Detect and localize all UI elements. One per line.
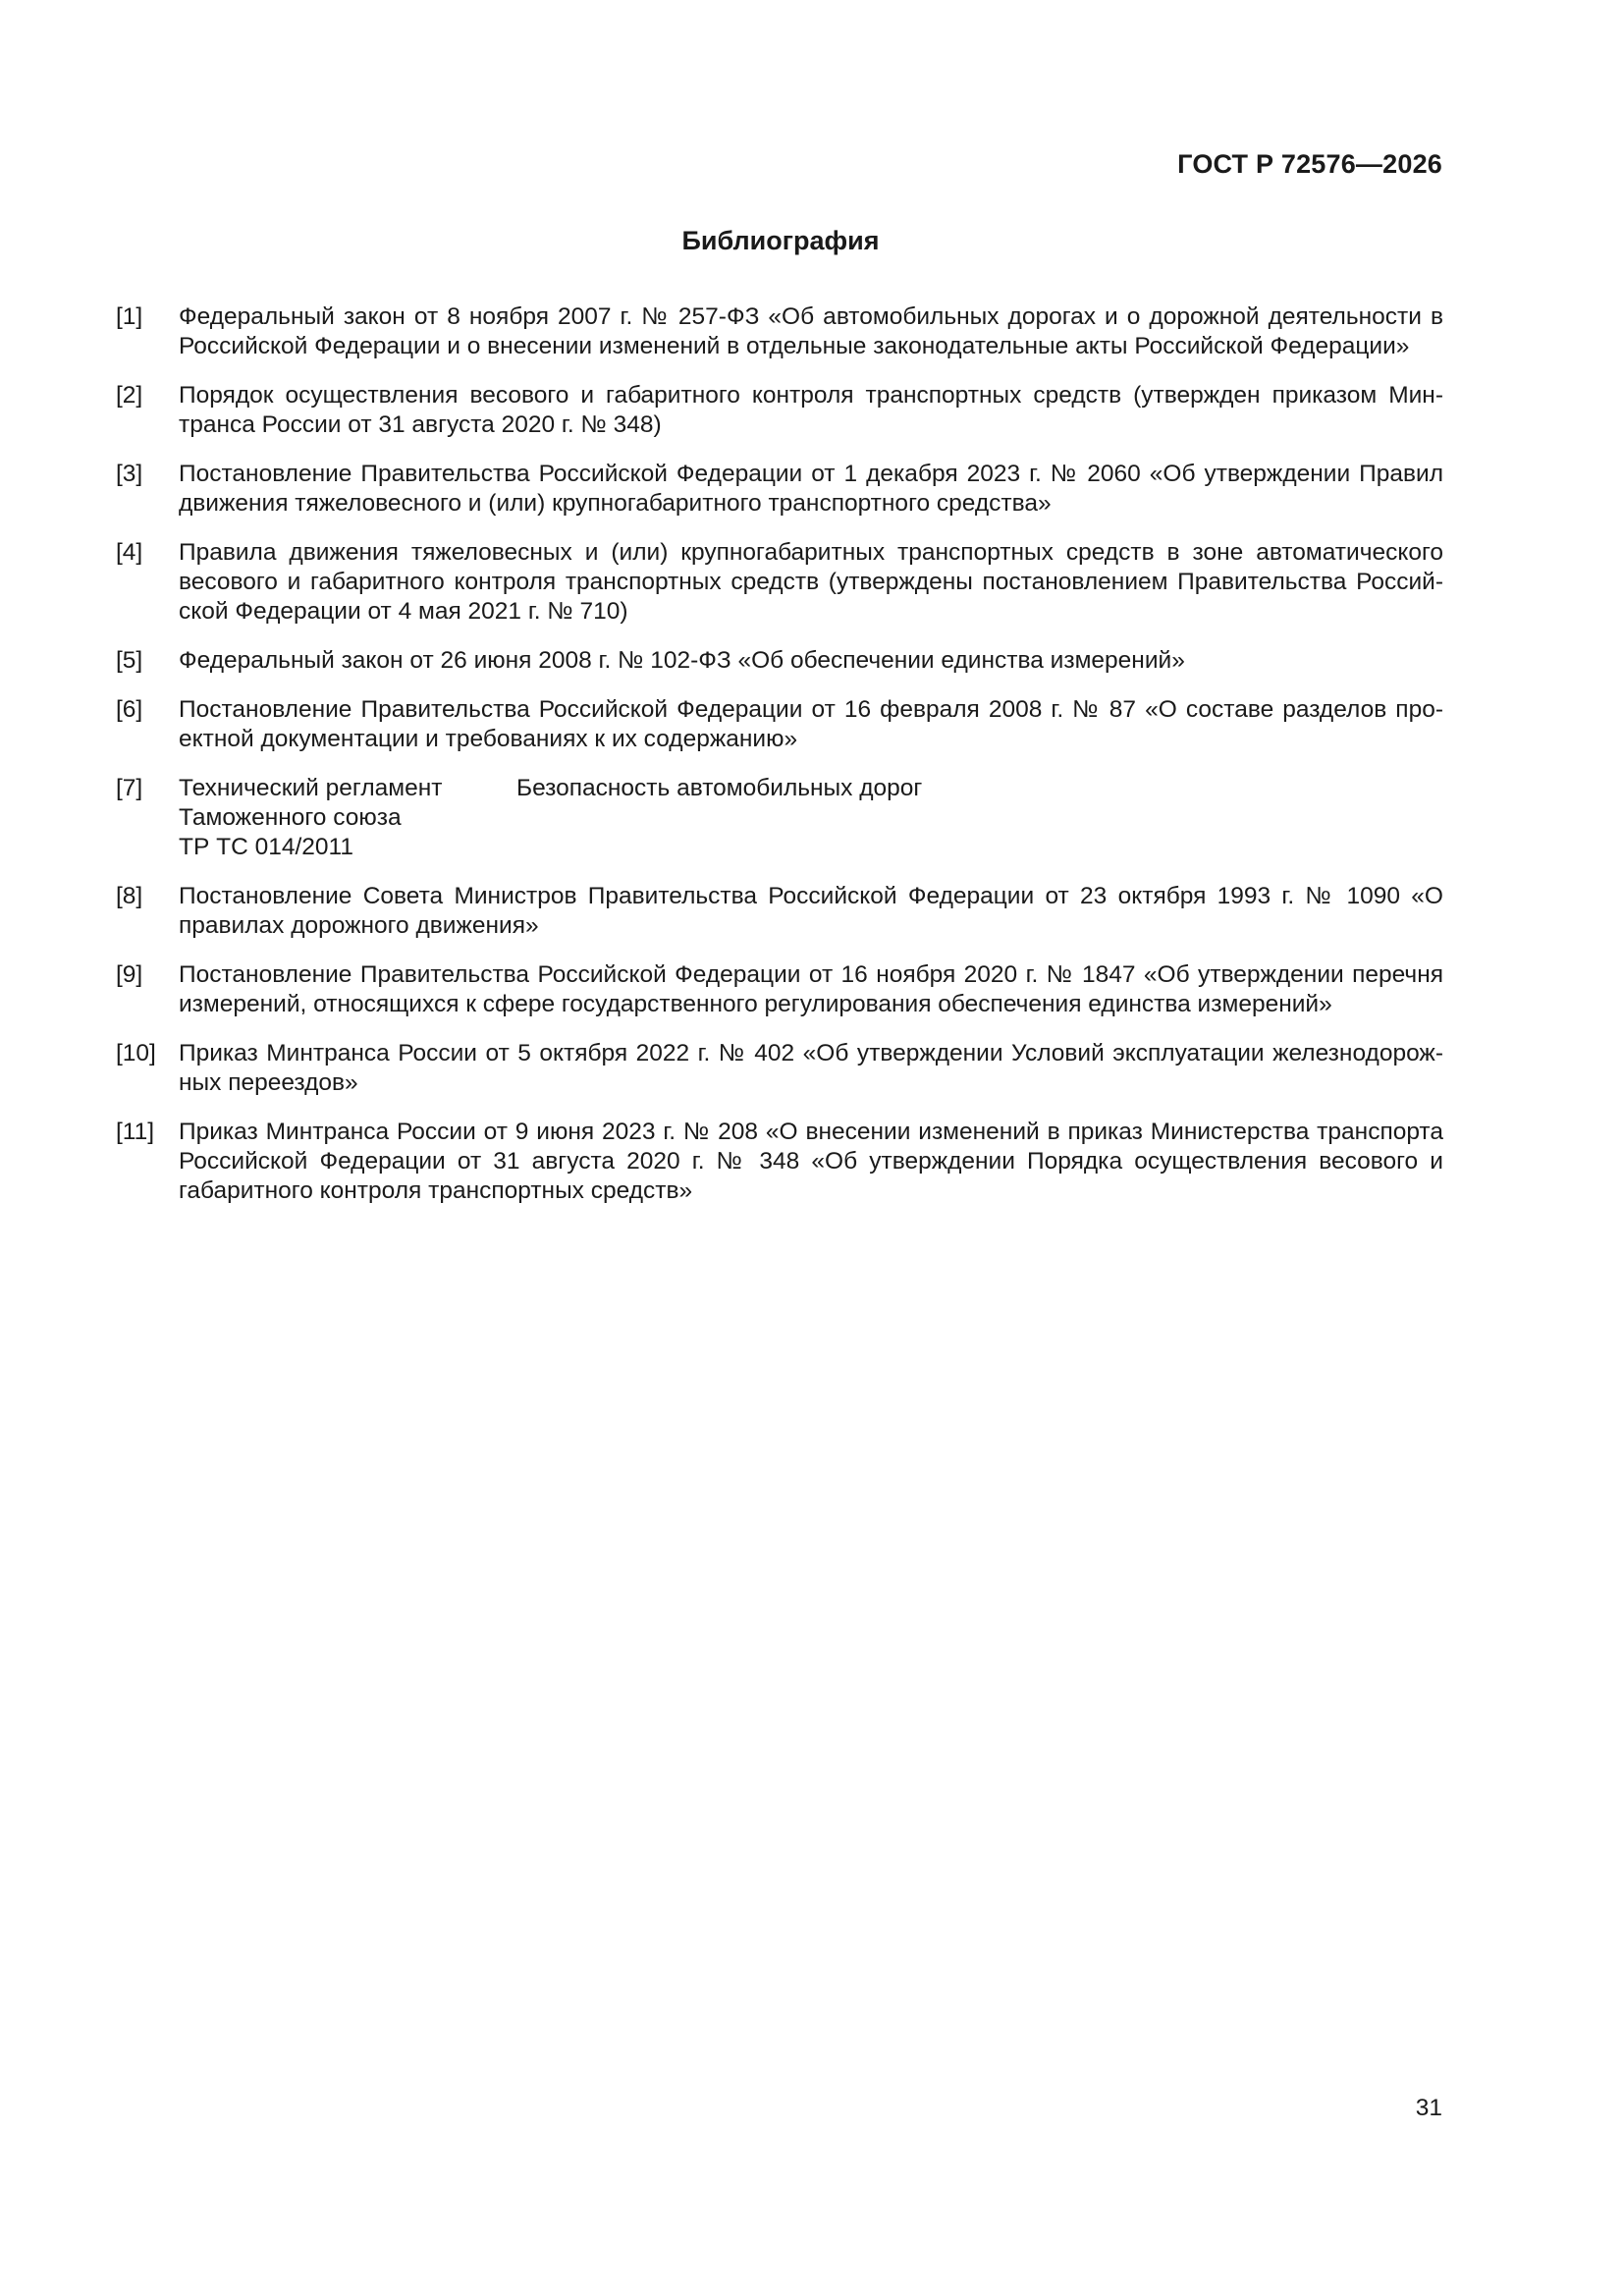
regulation-designation-line: Таможенного союза	[179, 804, 402, 831]
regulation-title: Безопасность автомобильных дорог	[516, 775, 923, 801]
entry-text: Приказ Минтранса России от 5 октября 2022 г. № 402 «Об утверждении Условий эксплуатации железнодорожных переездов»	[179, 1040, 1443, 1096]
page-number: 31	[1415, 2095, 1442, 2121]
section-title: Библиография	[681, 226, 880, 255]
entry-text: Порядок осуществления весового и габаритного контроля транспортных средств (утвержден приказом Минтранса России от 31 августа 2020 г. № 348)	[179, 382, 1443, 438]
entry-text: Постановление Правительства Российской Федерации от 1 декабря 2023 г. № 2060 «Об утверждении Правил движения тяжеловесного и (или) крупногабаритного транспортного средства»	[179, 461, 1443, 517]
entry-text: Федеральный закон от 26 июня 2008 г. № 102-ФЗ «Об обеспечении единства измерений»	[179, 647, 1185, 674]
bibliography-list	[116, 302, 1443, 1226]
regulation-designation-line: Технический регламент	[179, 775, 443, 801]
entry-number: [8]	[116, 883, 143, 909]
entry-text: Постановление Правительства Российской Федерации от 16 ноября 2020 г. № 1847 «Об утверждении перечня измерений, относящихся к сфере государственного регулирования обеспечения единства измерений»	[179, 961, 1443, 1017]
bibliography-entry-regulation	[116, 774, 1443, 862]
bibliography-entry	[116, 381, 1443, 440]
entry-number: [2]	[116, 382, 143, 409]
entry-number: [9]	[116, 961, 143, 988]
entry-number: [1]	[116, 303, 143, 330]
entry-text: Постановление Правительства Российской Федерации от 16 февраля 2008 г. № 87 «О составе разделов проектной документации и требованиях к их содержанию»	[179, 696, 1443, 752]
bibliography-entry	[116, 882, 1443, 941]
bibliography-entry	[116, 960, 1443, 1019]
bibliography-entry	[116, 695, 1443, 754]
entry-text: Федеральный закон от 8 ноября 2007 г. № 257-ФЗ «Об автомобильных дорогах и о дорожной деятельности в Российской Федерации и о внесении изменений в отдельные законодательные акты Российской Федерации»	[179, 303, 1443, 359]
entry-number: [11]	[116, 1119, 155, 1145]
entry-number: [7]	[116, 775, 143, 801]
bibliography-entry	[116, 1118, 1443, 1206]
entry-text: Постановление Совета Министров Правительства Российской Федерации от 23 октября 1993 г. № 1090 «О правилах дорожного движения»	[179, 883, 1443, 939]
entry-text	[179, 774, 1443, 862]
entry-text: Приказ Минтранса России от 9 июня 2023 г. № 208 «О внесении изменений в приказ Министерства транспорта Российской Федерации от 31 августа 2020 г. № 348 «Об утверждении Порядка осуществления весового и габаритного контроля транспортных средств»	[179, 1119, 1443, 1204]
bibliography-entry	[116, 646, 1443, 676]
regulation-designation-line: ТР ТС 014/2011	[179, 834, 353, 860]
bibliography-entry	[116, 302, 1443, 361]
bibliography-entry	[116, 460, 1443, 519]
bibliography-entry	[116, 538, 1443, 627]
document-code: ГОСТ Р 72576—2026	[1177, 149, 1442, 179]
entry-text: Правила движения тяжеловесных и (или) крупногабаритных транспортных средств в зоне автоматического весового и габаритного контроля транспортных средств (утверждены постановлением Правительства Российской Федерации от 4 мая 2021 г. № 710)	[179, 539, 1443, 625]
entry-number: [5]	[116, 647, 143, 674]
entry-number: [6]	[116, 696, 143, 723]
entry-number: [3]	[116, 461, 143, 487]
bibliography-entry	[116, 1039, 1443, 1098]
regulation-designation	[179, 774, 516, 862]
entry-number: [10]	[116, 1040, 156, 1066]
entry-number: [4]	[116, 539, 143, 566]
